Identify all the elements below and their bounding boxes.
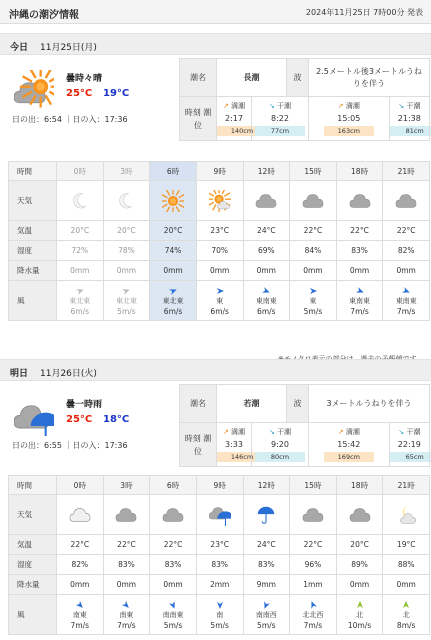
tide-cell	[217, 423, 252, 467]
tide-cell	[252, 97, 309, 141]
hum-cell: 83%	[196, 555, 243, 575]
hum-cell: 83%	[150, 555, 197, 575]
tide-table	[179, 58, 430, 141]
wind-arrow-icon	[215, 600, 225, 610]
hour-cell: 18時	[336, 162, 383, 181]
hour-cell: 3時	[103, 476, 150, 495]
weather-cell	[383, 181, 430, 221]
wind-direction: 南南西	[255, 610, 277, 619]
sunrise-sunset: 日の出：6:55 ｜日の入：17:36	[12, 441, 128, 450]
cloud-icon	[349, 196, 371, 205]
row-label-rain: 降水量	[9, 575, 57, 595]
wind-arrow-icon	[355, 286, 365, 296]
wind-direction: 東南東	[395, 296, 417, 305]
wind-cell	[290, 281, 337, 321]
page-header	[0, 0, 431, 24]
day-tag: 今日	[10, 43, 29, 53]
weather-cell	[57, 495, 104, 535]
weather-cell	[103, 495, 150, 535]
wind-cell	[103, 595, 150, 635]
wind-cell	[383, 281, 430, 321]
tide-level: 146cm	[217, 452, 267, 462]
hum-cell: 82%	[383, 241, 430, 261]
row-label-temp: 気温	[9, 535, 57, 555]
tide-level: 80cm	[255, 452, 305, 462]
hum-cell: 96%	[290, 555, 337, 575]
wind-direction: 東北東	[115, 296, 137, 305]
wind-cell	[243, 281, 290, 321]
cloud-light-icon	[69, 510, 91, 519]
wind-direction: 北	[402, 610, 410, 619]
wind-arrow-icon	[168, 286, 178, 296]
wind-direction: 東北東	[69, 296, 91, 305]
hour-cell: 0時	[57, 476, 104, 495]
wind-direction: 南東	[119, 610, 134, 619]
row-label-time: 時間	[9, 476, 57, 495]
day-header	[0, 33, 431, 55]
tide-time: 3:33	[225, 440, 243, 449]
hum-cell: 88%	[383, 555, 430, 575]
summary-text: 曇一時雨	[66, 400, 103, 410]
temp-cell: 20°C	[336, 535, 383, 555]
hour-cell: 12時	[243, 476, 290, 495]
hourly-forecast-table	[8, 475, 430, 635]
summary-weather-icon	[14, 70, 54, 110]
temp-cell: 22°C	[290, 221, 337, 241]
tide-kind: 満潮	[231, 428, 246, 436]
wind-cell	[57, 281, 104, 321]
moon-icon	[69, 196, 91, 205]
tide-time: 9:20	[271, 440, 289, 449]
weather-cell	[103, 181, 150, 221]
moon-cloud-icon	[395, 510, 417, 519]
tide-name: 若潮	[217, 385, 287, 423]
wind-direction: 東南東	[255, 296, 277, 305]
hum-cell: 82%	[57, 555, 104, 575]
weather-cell	[336, 495, 383, 535]
low-temp: 18°C	[103, 414, 130, 425]
tide-kind: 満潮	[345, 428, 360, 436]
tide-down-icon: ↘	[268, 428, 275, 436]
day-tag: 明日	[10, 369, 29, 379]
wind-arrow-icon	[308, 600, 318, 610]
cloud-icon	[395, 196, 417, 205]
tide-table	[179, 384, 430, 467]
hum-cell: 70%	[196, 241, 243, 261]
weather-cell	[196, 495, 243, 535]
hum-cell: 74%	[150, 241, 197, 261]
hour-cell: 0時	[57, 162, 104, 181]
hourly-forecast-table	[8, 161, 430, 321]
row-label-time: 時間	[9, 162, 57, 181]
temp-cell: 23°C	[196, 535, 243, 555]
tide-cell	[389, 97, 429, 141]
temp-cell: 24°C	[243, 535, 290, 555]
wind-speed: 7m/s	[117, 620, 136, 630]
tide-level: 163cm	[324, 126, 374, 136]
rain-cell: 0mm	[290, 261, 337, 281]
row-label-hum: 湿度	[9, 241, 57, 261]
tide-level: 169cm	[324, 452, 374, 462]
weather-cell	[290, 181, 337, 221]
wind-speed: 7m/s	[303, 620, 323, 630]
tide-level: 140cm	[217, 126, 267, 136]
sun-cloud-icon	[209, 196, 231, 205]
tide-down-icon: ↘	[268, 102, 275, 110]
wind-arrow-icon	[75, 600, 85, 610]
weather-cell	[243, 495, 290, 535]
cloud-icon	[349, 510, 371, 519]
wind-speed: 6m/s	[257, 306, 276, 316]
wind-direction: 北北西	[302, 610, 324, 619]
weather-cell	[336, 181, 383, 221]
wind-arrow-icon	[121, 600, 131, 610]
wind-speed: 5m/s	[257, 620, 276, 630]
moon-icon	[115, 196, 137, 205]
temp-cell: 22°C	[150, 535, 197, 555]
hour-cell: 9時	[196, 162, 243, 181]
rain-cell: 0mm	[336, 575, 383, 595]
hour-cell: 15時	[290, 476, 337, 495]
rain-cell: 0mm	[57, 261, 104, 281]
row-label-wind: 風	[9, 281, 57, 321]
wave-text: 2.5メートル後3メートルうねりを伴う	[309, 59, 430, 97]
wind-arrow-icon	[261, 600, 271, 610]
high-temp: 25°C	[66, 88, 93, 99]
cloud-icon	[255, 196, 277, 205]
rain-cell: 0mm	[243, 261, 290, 281]
tide-time: 22:19	[397, 440, 421, 449]
wind-direction: 南東	[72, 610, 87, 619]
tide-kind: 干潮	[406, 428, 421, 436]
low-temp: 19°C	[103, 88, 130, 99]
tide-cell	[252, 423, 309, 467]
temp-cell: 22°C	[57, 535, 104, 555]
hour-cell: 18時	[336, 476, 383, 495]
day-date: 11月25日(月)	[40, 43, 97, 53]
hour-cell: 12時	[243, 162, 290, 181]
tide-cell	[389, 423, 429, 467]
wind-speed: 5m/s	[163, 620, 183, 630]
rain-cell: 0mm	[196, 261, 243, 281]
wave-label: 波	[287, 385, 309, 423]
tide-level: 65cm	[390, 452, 431, 462]
wind-cell	[196, 595, 243, 635]
wind-direction: 南南東	[162, 610, 184, 619]
rain-cell: 2mm	[196, 575, 243, 595]
temp-cell: 22°C	[336, 221, 383, 241]
page-title: 沖縄の潮汐情報	[9, 10, 79, 21]
hour-cell: 3時	[103, 162, 150, 181]
wind-direction: 北	[356, 610, 364, 619]
wind-arrow-icon	[75, 286, 85, 296]
weather-cell	[150, 495, 197, 535]
wind-arrow-icon	[401, 286, 411, 296]
wind-arrow-icon	[168, 600, 178, 610]
wind-direction: 東南東	[349, 296, 371, 305]
rain-cell: 0mm	[103, 575, 150, 595]
sun-icon	[162, 196, 184, 205]
wind-arrow-icon	[355, 600, 365, 610]
temp-cell: 22°C	[290, 535, 337, 555]
umbrella-icon	[255, 510, 277, 519]
wind-cell	[290, 595, 337, 635]
wind-cell	[57, 595, 104, 635]
wind-arrow-icon	[121, 286, 131, 296]
wave-text: 3メートルうねりを伴う	[309, 385, 430, 423]
wind-speed: 6m/s	[210, 306, 229, 316]
wind-cell	[150, 281, 197, 321]
temp-cell: 20°C	[57, 221, 104, 241]
cloud-icon	[115, 510, 137, 519]
wind-arrow-icon	[215, 286, 225, 296]
wind-cell	[196, 281, 243, 321]
rain-cell: 0mm	[150, 575, 197, 595]
day-header	[0, 359, 431, 381]
temp-cell: 20°C	[150, 221, 197, 241]
hum-cell: 78%	[103, 241, 150, 261]
wind-speed: 7m/s	[70, 620, 90, 630]
tide-up-icon: ↗	[222, 428, 229, 436]
temp-cell: 22°C	[383, 221, 430, 241]
wind-speed: 7m/s	[350, 306, 369, 316]
tide-up-icon: ↗	[337, 428, 344, 436]
wind-arrow-icon	[401, 600, 411, 610]
row-label-hum: 湿度	[9, 555, 57, 575]
weather-cell	[383, 495, 430, 535]
tide-kind: 干潮	[277, 102, 292, 110]
tide-name: 長潮	[217, 59, 287, 97]
tide-cell	[309, 97, 390, 141]
row-label-weather: 天気	[9, 495, 57, 535]
tide-cell	[217, 97, 252, 141]
high-temp: 25°C	[66, 414, 93, 425]
hour-cell: 15時	[290, 162, 337, 181]
tide-down-icon: ↘	[398, 102, 405, 110]
hour-cell: 6時	[150, 162, 197, 181]
temp-cell: 20°C	[103, 221, 150, 241]
wind-speed: 5m/s	[303, 306, 323, 316]
rain-cell: 0mm	[383, 575, 430, 595]
rain-cell: 0mm	[383, 261, 430, 281]
summary-text: 曇時々晴	[66, 74, 103, 84]
weather-cell	[150, 181, 197, 221]
rain-cell: 0mm	[103, 261, 150, 281]
wind-speed: 10m/s	[347, 620, 372, 630]
hum-cell: 72%	[57, 241, 104, 261]
tide-kind: 満潮	[345, 102, 360, 110]
wave-label: 波	[287, 59, 309, 97]
wind-arrow-icon	[261, 286, 271, 296]
temp-cell: 23°C	[196, 221, 243, 241]
tide-time: 15:05	[337, 114, 361, 123]
rain-cell: 0mm	[150, 261, 197, 281]
tide-level: 81cm	[390, 126, 431, 136]
wind-cell	[243, 595, 290, 635]
row-label-weather: 天気	[9, 181, 57, 221]
tide-kind: 干潮	[277, 428, 292, 436]
rain-cell: 9mm	[243, 575, 290, 595]
tide-up-icon: ↗	[337, 102, 344, 110]
rain-cell: 0mm	[336, 261, 383, 281]
cloud-icon	[302, 196, 324, 205]
tide-name-label: 潮名	[180, 385, 217, 423]
tide-time: 2:17	[225, 114, 243, 123]
wind-speed: 6m/s	[163, 306, 183, 316]
weather-cell	[243, 181, 290, 221]
published-time: 2024年11月25日 7時00分 発表	[305, 8, 423, 17]
tide-time: 8:22	[271, 114, 289, 123]
temp-cell: 22°C	[103, 535, 150, 555]
hour-cell: 21時	[383, 476, 430, 495]
wind-direction: 東	[309, 296, 317, 305]
hum-cell: 69%	[243, 241, 290, 261]
wind-speed: 7m/s	[396, 306, 416, 316]
row-label-wind: 風	[9, 595, 57, 635]
tide-name-label: 潮名	[180, 59, 217, 97]
summary-weather-icon	[14, 396, 54, 436]
hum-cell: 83%	[336, 241, 383, 261]
tide-kind: 満潮	[231, 102, 246, 110]
wind-cell	[150, 595, 197, 635]
wind-cell	[103, 281, 150, 321]
cloud-icon	[302, 510, 324, 519]
temp-cell: 24°C	[243, 221, 290, 241]
wind-speed: 8m/s	[396, 620, 416, 630]
tide-up-icon: ↗	[222, 102, 229, 110]
row-label-rain: 降水量	[9, 261, 57, 281]
sunrise-sunset: 日の出：6:54 ｜日の入：17:36	[12, 115, 128, 124]
rain-cell: 0mm	[57, 575, 104, 595]
day-date: 11月26日(火)	[40, 369, 97, 379]
rain-cell: 1mm	[290, 575, 337, 595]
tide-kind: 干潮	[406, 102, 421, 110]
hum-cell: 89%	[336, 555, 383, 575]
time-level-label: 時刻 潮位	[180, 97, 217, 141]
wind-speed: 6m/s	[70, 306, 90, 316]
wind-direction: 東北東	[162, 296, 184, 305]
wind-speed: 5m/s	[117, 306, 136, 316]
wind-direction: 東	[216, 296, 224, 305]
wind-cell	[336, 281, 383, 321]
weather-cell	[196, 181, 243, 221]
wind-cell	[336, 595, 383, 635]
cloud-umbrella-icon	[209, 510, 231, 519]
wind-speed: 5m/s	[210, 620, 229, 630]
tide-time: 15:42	[337, 440, 361, 449]
temp-cell: 19°C	[383, 535, 430, 555]
tide-cell	[309, 423, 390, 467]
weather-cell	[57, 181, 104, 221]
row-label-temp: 気温	[9, 221, 57, 241]
wind-arrow-icon	[308, 286, 318, 296]
cloud-icon	[162, 510, 184, 519]
hour-cell: 6時	[150, 476, 197, 495]
wind-direction: 南	[216, 610, 224, 619]
hour-cell: 9時	[196, 476, 243, 495]
hum-cell: 83%	[103, 555, 150, 575]
tide-down-icon: ↘	[398, 428, 405, 436]
wind-cell	[383, 595, 430, 635]
tide-time: 21:38	[397, 114, 421, 123]
hour-cell: 21時	[383, 162, 430, 181]
weather-cell	[290, 495, 337, 535]
hum-cell: 84%	[290, 241, 337, 261]
tide-level: 77cm	[255, 126, 305, 136]
time-level-label: 時刻 潮位	[180, 423, 217, 467]
hum-cell: 83%	[243, 555, 290, 575]
